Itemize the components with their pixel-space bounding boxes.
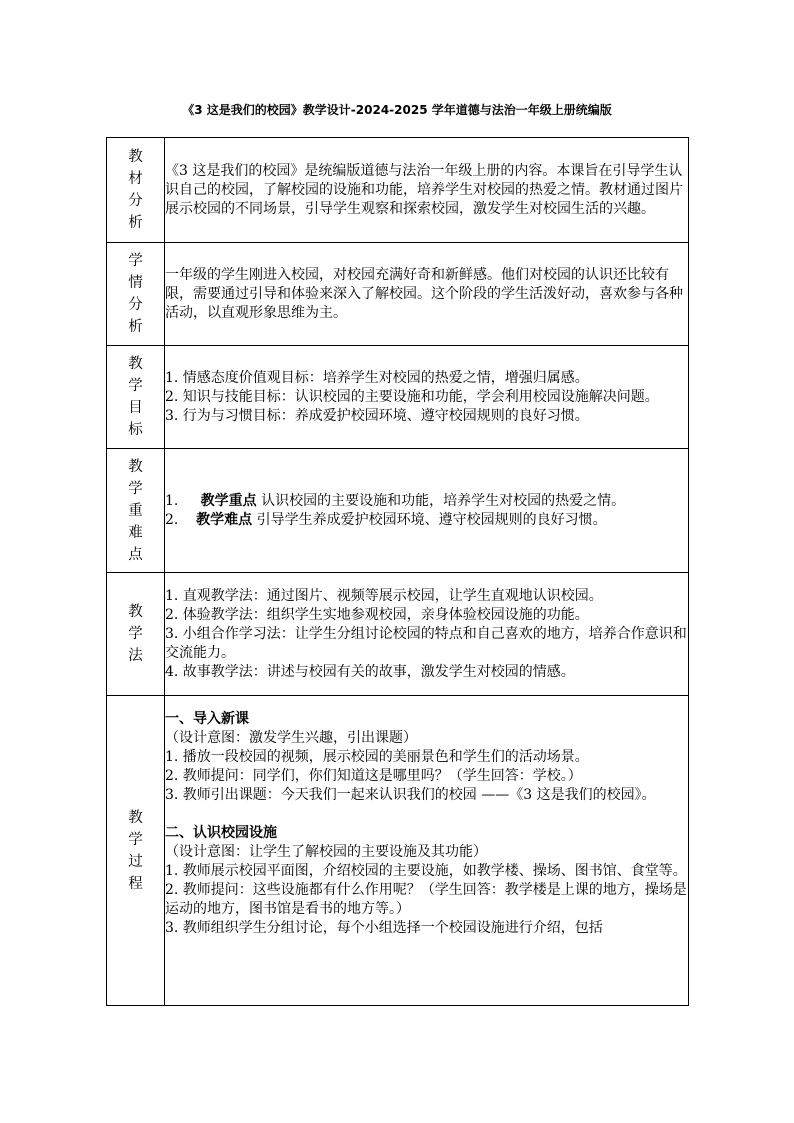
row-content-teaching-process	[165, 696, 689, 1006]
difficult-point-item: 2. 教学难点 引导学生养成爱护校园环境、遵守校园规则的良好习惯。	[165, 511, 607, 528]
textbook-analysis-text: 《3 这是我们的校园》是统编版道德与法治一年级上册的内容。本课旨在引导学生认识自己的校园，了解校园的设施和功能，培养学生对校园的热爱之情。教材通过图片展示校园的不同场景，引导学生观察和探索校园，激发学生对校园生活的兴趣。	[165, 162, 683, 217]
row-content-teaching-objectives	[165, 346, 689, 449]
process-item: 1. 播放一段校园的视频，展示校园的美丽景色和学生们的活动场景。	[165, 749, 589, 765]
spacer	[165, 805, 688, 824]
section-intent: （设计意图：激发学生兴趣，引出课题）	[165, 730, 417, 746]
method-item: 4. 故事教学法：讲述与校园有关的故事，激发学生对校园的情感。	[165, 663, 575, 680]
method-item: 3. 小组合作学习法：让学生分组讨论校园的特点和自己喜欢的地方，培养合作意识和交流能力。	[165, 625, 687, 661]
process-item: 1. 教师展示校园平面图，介绍校园的主要设施，如教学楼、操场、图书馆、食堂等。	[165, 863, 687, 879]
row-label-teaching-process: 教 学 过 程	[107, 696, 165, 1006]
lesson-plan-table	[106, 137, 689, 1006]
document-title: 《3 这是我们的校园》教学设计-2024-2025 学年道德与法治一年级上册统编版	[182, 103, 612, 117]
key-point-item: 1. 教学重点 认识校园的主要设施和功能，培养学生对校园的热爱之情。	[165, 492, 626, 509]
row-textbook-analysis	[107, 138, 689, 243]
row-content-teaching-methods	[165, 573, 689, 696]
row-content-key-difficult-points	[165, 449, 689, 573]
section-intent: （设计意图：让学生了解校园的主要设施及其功能）	[165, 844, 487, 860]
row-content-student-analysis	[165, 243, 689, 346]
row-label-teaching-methods: 教 学 法	[107, 573, 165, 696]
objective-item: 3. 行为与习惯目标：养成爱护校园环境、遵守校园规则的良好习惯。	[165, 407, 589, 424]
student-analysis-text: 一年级的学生刚进入校园，对校园充满好奇和新鲜感。他们对校园的认识还比较有限，需要通过引导和体验来深入了解校园。这个阶段的学生活泼好动，喜欢参与各种活动，以直观形象思维为主。	[165, 266, 683, 321]
row-content-textbook-analysis	[165, 138, 689, 243]
row-label-teaching-objectives: 教 学 目 标	[107, 346, 165, 449]
section-heading: 二、认识校园设施	[165, 825, 277, 841]
method-item: 1. 直观教学法：通过图片、视频等展示校园，让学生直观地认识校园。	[165, 587, 603, 604]
row-label-student-analysis: 学 情 分 析	[107, 243, 165, 346]
difficult-point-label: 教学难点	[196, 511, 253, 528]
objective-item: 1. 情感态度价值观目标：培养学生对校园的热爱之情，增强归属感。	[165, 369, 589, 386]
process-item: 2. 教师提问：同学们，你们知道这是哪里吗？（学生回答：学校。）	[165, 768, 582, 784]
process-item: 2. 教师提问：这些设施都有什么作用呢？（学生回答：教学楼是上课的地方，操场是运动的地方，图书馆是看书的地方等。）	[165, 882, 687, 917]
method-item: 2. 体验教学法：组织学生实地参观校园，亲身体验校园设施的功能。	[165, 606, 589, 623]
row-student-analysis	[107, 243, 689, 346]
key-point-label: 教学重点	[200, 492, 257, 509]
row-key-difficult-points	[107, 449, 689, 573]
row-teaching-process	[107, 696, 689, 1006]
row-label-key-difficult-points: 教 学 重 难 点	[107, 449, 165, 573]
process-item: 3. 教师引出课题：今天我们一起来认识我们的校园 ——《3 这是我们的校园》。	[165, 787, 656, 803]
row-teaching-objectives	[107, 346, 689, 449]
row-label-textbook-analysis: 教 材 分 析	[107, 138, 165, 243]
process-item: 3. 教师组织学生分组讨论，每个小组选择一个校园设施进行介绍，包括	[165, 920, 603, 936]
section-heading: 一、导入新课	[165, 711, 249, 727]
objective-item: 2. 知识与技能目标：认识校园的主要设施和功能，学会利用校园设施解决问题。	[165, 388, 659, 405]
row-teaching-methods	[107, 573, 689, 696]
